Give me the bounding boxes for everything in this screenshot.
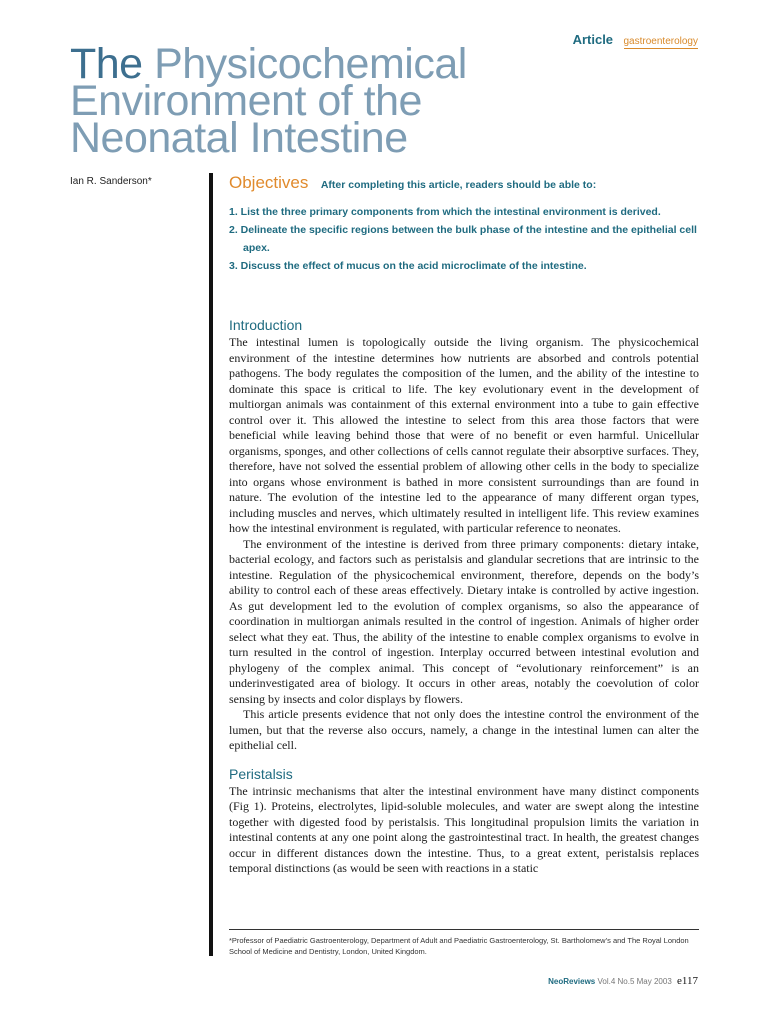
page-number: e117 [677,975,698,987]
objectives-heading: Objectives [229,173,309,192]
page-footer [548,975,698,987]
author-name: Ian R. Sanderson* [70,176,152,187]
article-body [229,316,699,877]
body-paragraph: The environment of the intestine is derived from three primary components: dietary intake, bacterial ecology, and factors such as peristalsis and glandular secretions that are intrinsic to the intestine. Regulation of the physicochemical environment, therefore, depends on the body’s ability to control each of these areas effectively. Dietary intake is controlled by active ingestion. As gut development led to the evolution of complex organisms, so also the appearance of coordination in multiorgan animals resulted in the control of ingestion. Animals of higher order select what they eat. Thus, the ability of the intestine to enable complex organisms to evolve in turn resulted in the control of ingestion. Interplay occurred between intestinal evolution and phylogeny of the complex animal. This concept of “evolutionary reinforcement” is an underinvestigated area of biology. It occurs in other areas, notably the coevolution of color sensing by insects and color displays by flowers. [229,536,699,706]
section-heading-peristalsis: Peristalsis [229,765,293,782]
objective-item: 1. List the three primary components from which the intestinal environment is derived. [229,206,661,218]
journal-name: NeoReviews [548,977,596,986]
journal-citation: Vol.4 No.5 May 2003 [597,977,672,986]
objectives-intro: After completing this article, readers should be able to: [320,179,597,191]
margin-rule [209,173,213,956]
article-topic: gastroenterology [623,36,698,47]
body-paragraph: This article presents evidence that not only does the intestine control the environment of the lumen, but that the reverse also occurs, namely, a change in the intestinal lumen can alter the epithelial cell. [229,707,699,752]
article-type-tag [573,31,698,49]
section-heading-introduction: Introduction [229,317,303,333]
objectives-header [229,173,699,193]
body-paragraph: The intestinal lumen is topologically outside the living organism. The physicochemical environment of the intestine determines how nutrients are absorbed and controls potential pathogens. The body regulates the composition of the lumen, and the ability of the intestine to dominate this space is critical to life. The key evolutionary event in the development of multiorgan animals was containment of this external environment into a tube to gain effective control over it. This allowed the intestine to select from this area those factors that were beneficial while leaving behind those that were of no benefit or even harmful. Unicellular organisms, sponges, and other collections of cells cannot regulate their absorptive surfaces. They, therefore, have not solved the essential problem of allowing other cells in the body to specialize into organs whose environment is bathed in more consistent surroundings than are found in nature. The evolution of the intestine led to the appearance of many different organ types, including muscles and nerves, which ultimately resulted in intelligent life. This review examines how the intestinal environment is regulated, with particular reference to neonates. [229,335,699,535]
objective-item: 3. Discuss the effect of mucus on the acid microclimate of the intestine. [229,260,587,272]
objectives-box [229,173,699,275]
article-kind: Article [572,32,614,47]
article-title-rest: Physicochemical Environment of the Neonatal Intestine [70,40,467,162]
article-title-lead: The [70,40,143,88]
footnote-rule [229,929,699,930]
objective-item: 2. Delineate the specific regions between the bulk phase of the intestine and the epithelial cell apex. [229,224,697,254]
objectives-list [229,203,699,275]
article-title [70,40,550,162]
author-affiliation-footnote: *Professor of Paediatric Gastroenterology, Department of Adult and Paediatric Gastroenterology, St. Bartholomew’s and The Royal London School of Medicine and Dentistry, London, United Kingdom. [229,936,689,956]
body-paragraph: The intrinsic mechanisms that alter the intestinal environment have many distinct components (Fig 1). Proteins, electrolytes, lipid-soluble molecules, and water are swept along the intestine together with digested food by peristalsis. This longitudinal propulsion limits the variation in intestinal contents at any one point along the gastrointestinal tract. In health, the greatest changes occur in different distances down the intestine. Thus, to a great extent, peristalsis replaces temporal distinctions (as would be seen with reactions in a static [229,783,699,875]
